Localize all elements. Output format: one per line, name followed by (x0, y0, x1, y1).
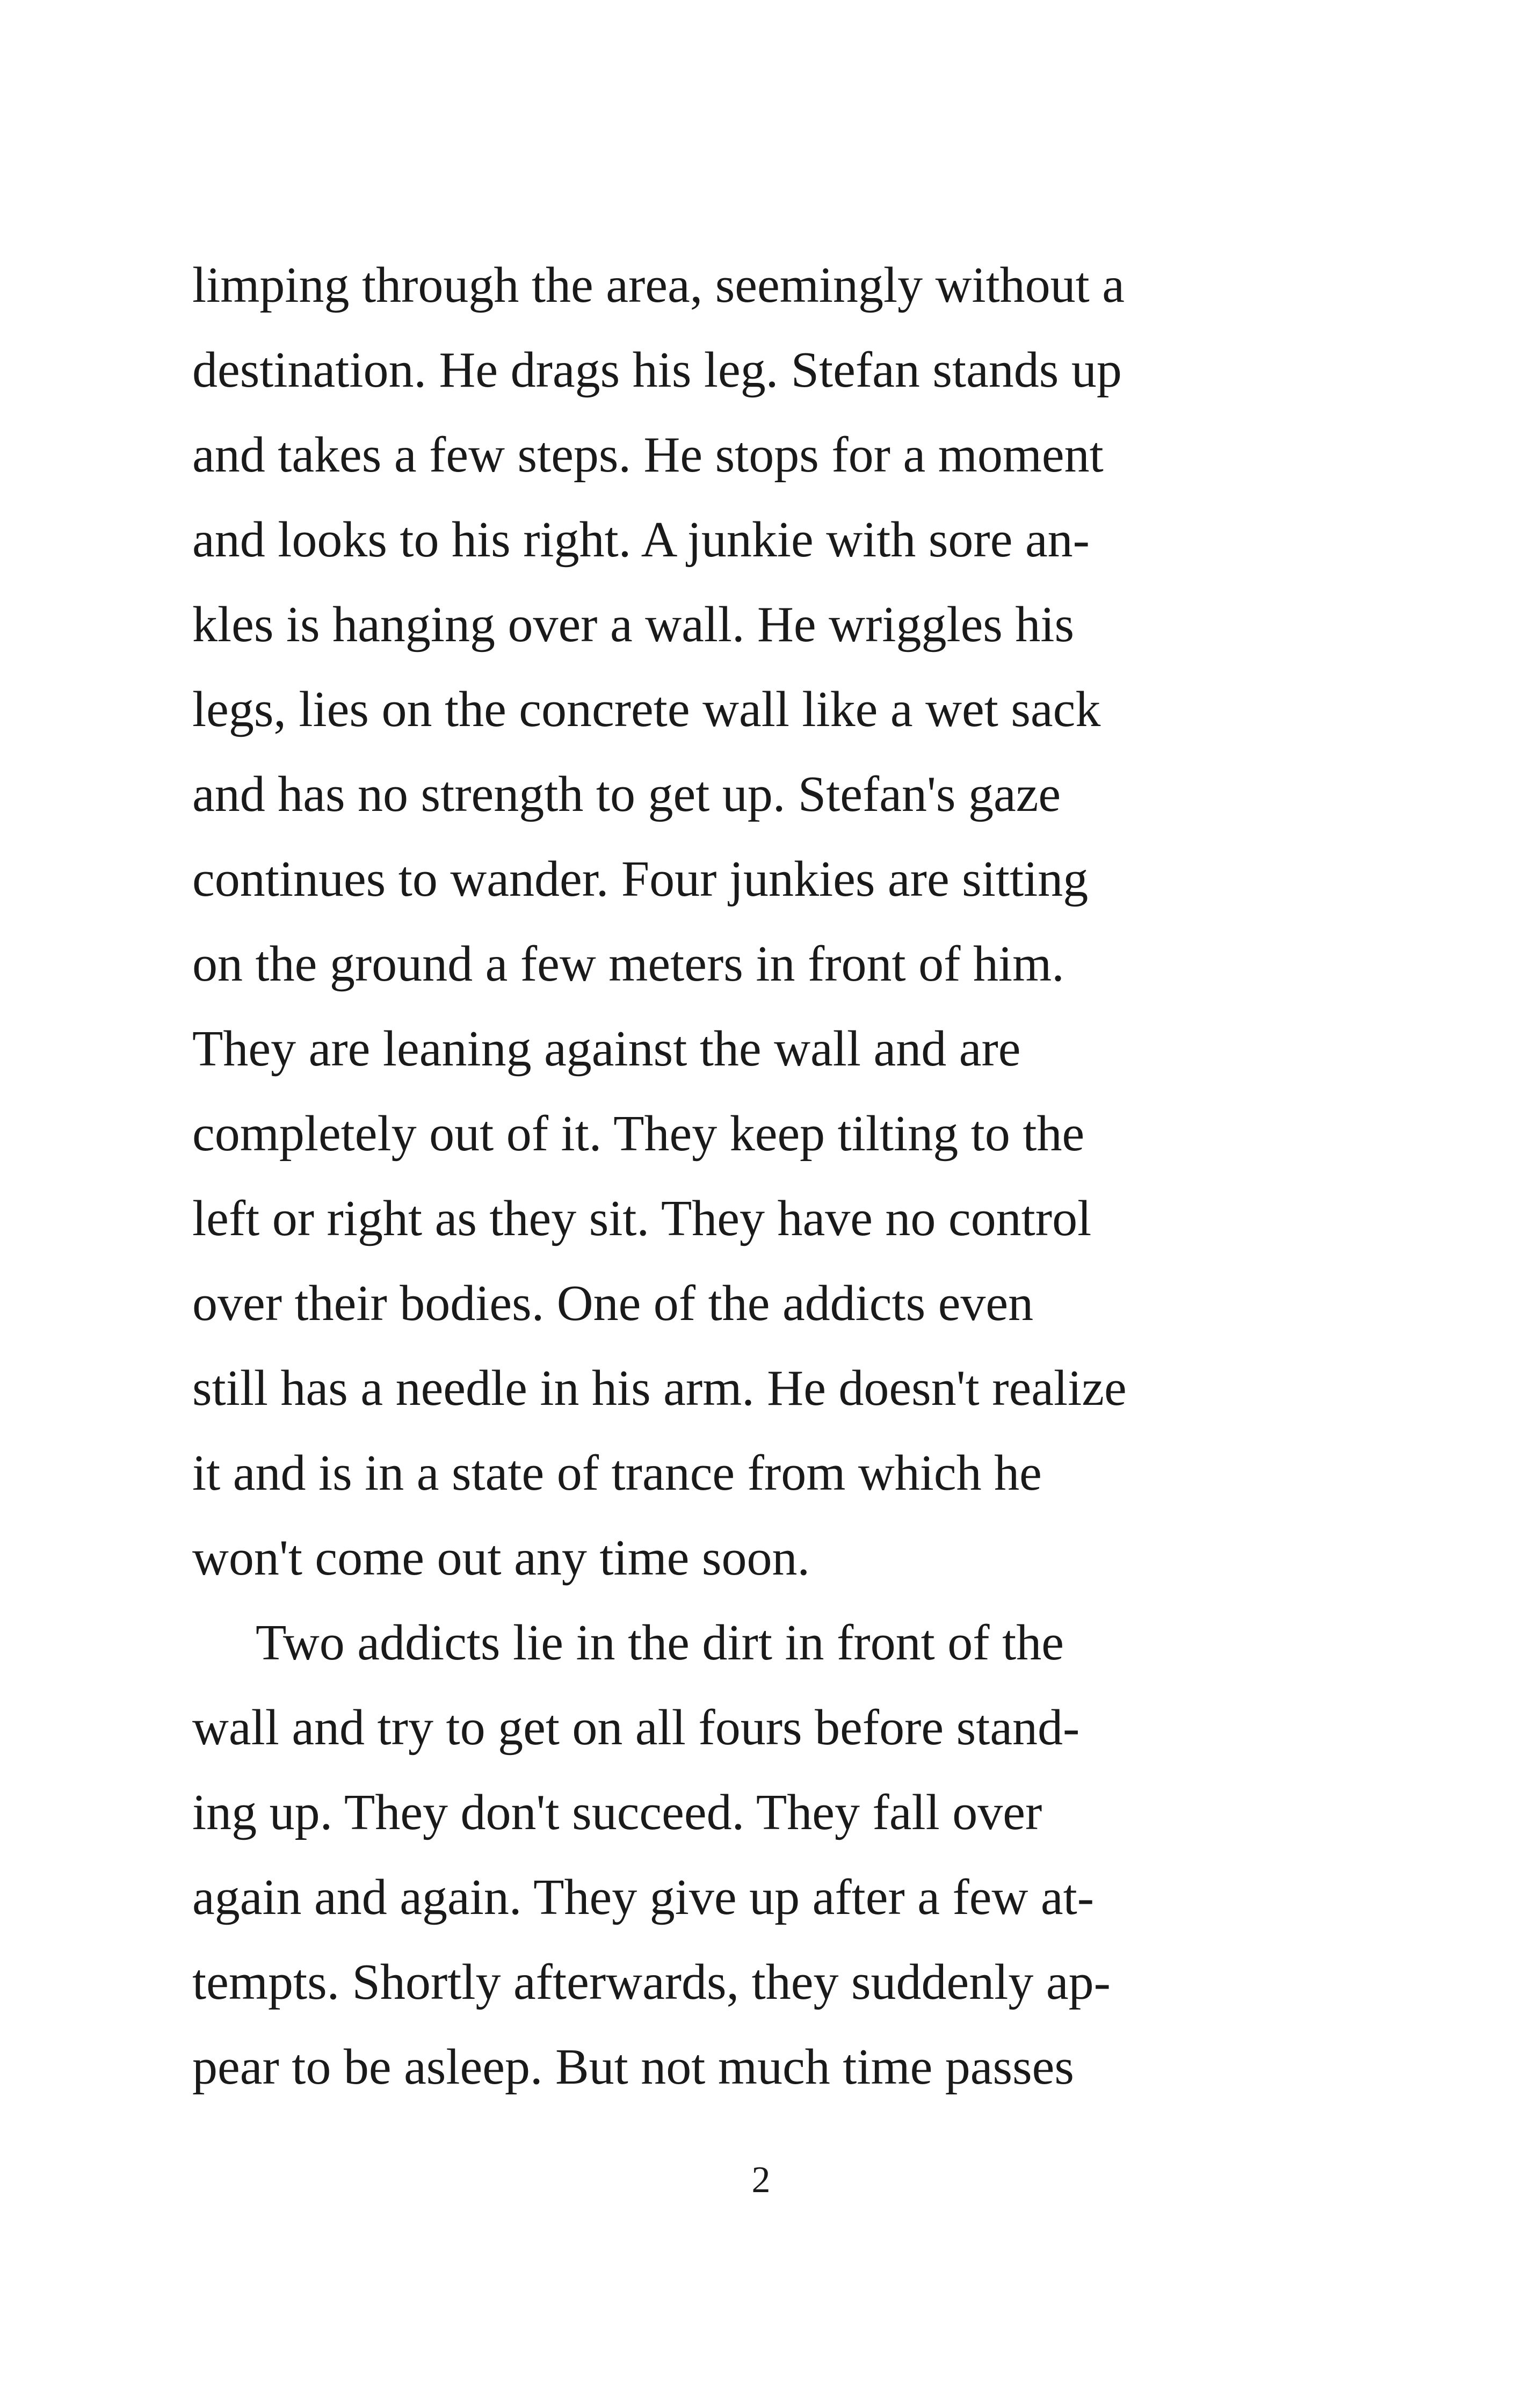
text-line: it and is in a state of trance from which he (192, 1445, 1042, 1501)
text-line: destination. He drags his leg. Stefan stands up (192, 342, 1122, 398)
page-number: 2 (751, 2159, 771, 2201)
text-line: wall and try to get on all fours before stand- (192, 1700, 1080, 1756)
text-line: still has a needle in his arm. He doesn't realize (192, 1360, 1127, 1416)
text-line: continues to wander. Four junkies are sitting (192, 851, 1089, 907)
text-line: ing up. They don't succeed. They fall over (192, 1785, 1042, 1840)
text-line: limping through the area, seemingly without a (192, 257, 1125, 313)
text-line: They are leaning against the wall and are (192, 1021, 1021, 1077)
text-line: again and again. They give up after a few at- (192, 1869, 1095, 1925)
paragraph-start-line: Two addicts lie in the dirt in front of the (256, 1615, 1064, 1671)
text-line: tempts. Shortly afterwards, they suddenly ap- (192, 1954, 1111, 2010)
text-line: won't come out any time soon. (192, 1530, 810, 1586)
text-line: and takes a few steps. He stops for a moment (192, 427, 1104, 483)
text-line: completely out of it. They keep tilting to the (192, 1106, 1085, 1162)
body-text (192, 243, 1245, 2109)
text-line: and looks to his right. A junkie with sore an- (192, 512, 1090, 568)
text-line: pear to be asleep. But not much time passes (192, 2039, 1074, 2095)
text-line: kles is hanging over a wall. He wriggles his (192, 597, 1075, 652)
text-line: and has no strength to get up. Stefan's gaze (192, 766, 1061, 822)
text-line: over their bodies. One of the addicts even (192, 1275, 1034, 1331)
text-line: legs, lies on the concrete wall like a wet sack (192, 681, 1101, 737)
text-line: on the ground a few meters in front of him. (192, 936, 1064, 992)
text-line: left or right as they sit. They have no control (192, 1191, 1092, 1246)
